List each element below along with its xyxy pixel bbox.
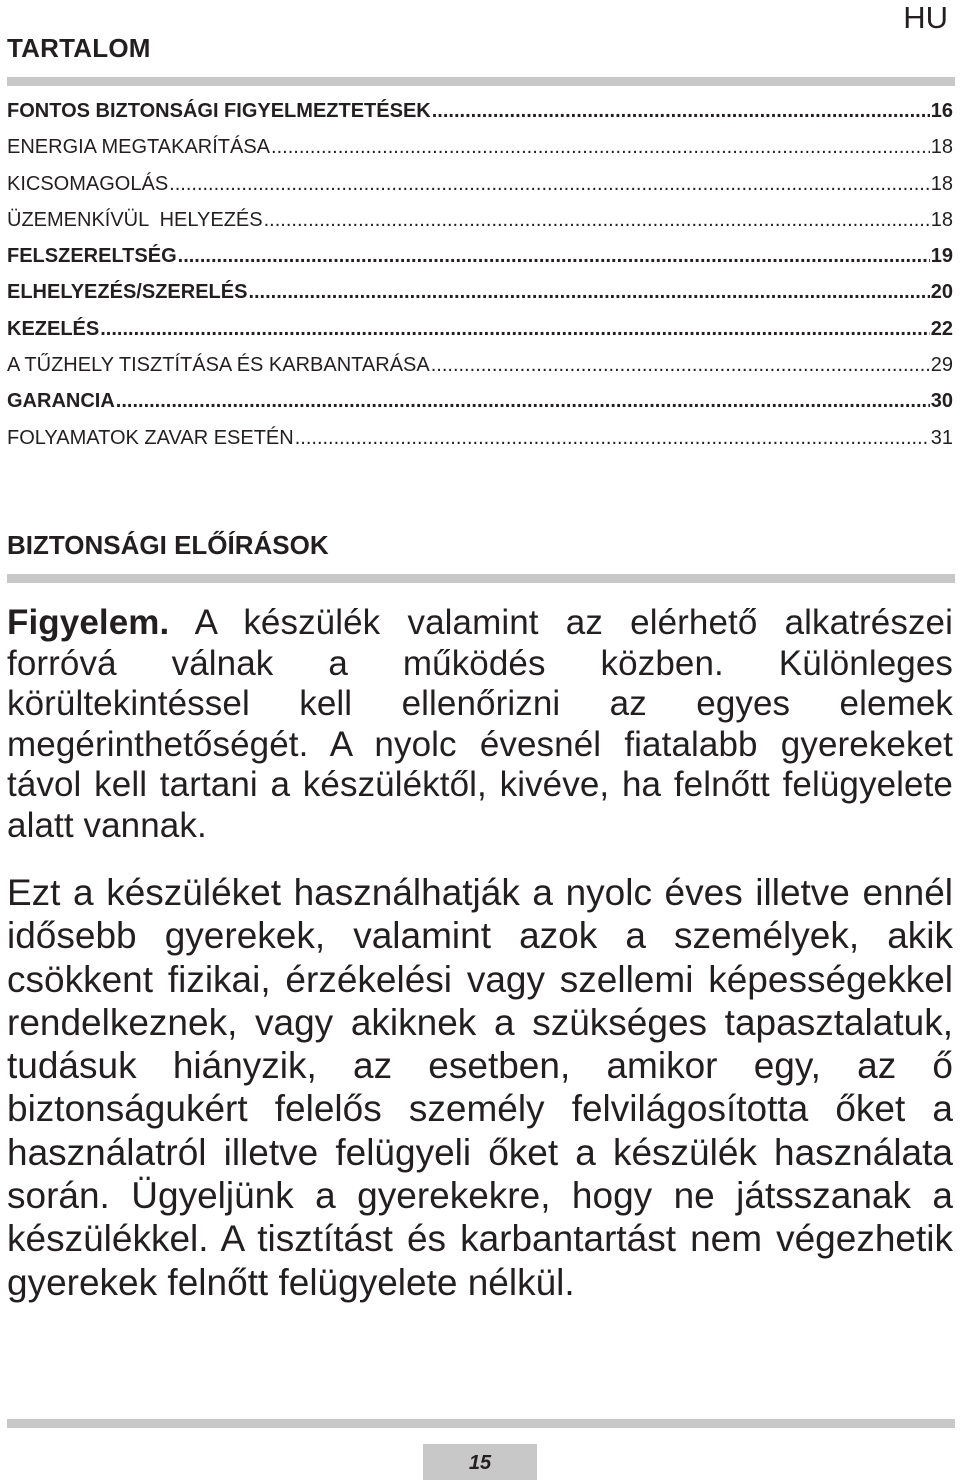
toc-item-page: 16 [930,100,953,122]
toc-item-page: 31 [930,426,953,449]
toc-item-label: ÜZEMENKÍVÜL HELYEZÉS [7,208,263,231]
toc-list [7,100,953,463]
divider [7,574,955,583]
toc-leader-dots [295,427,930,450]
warning-paragraph [7,603,953,847]
page-number: 15 [423,1444,537,1480]
toc-item-label: FONTOS BIZTONSÁGI FIGYELMEZTETÉSEK [7,100,431,122]
toc-item [7,136,953,172]
toc-item [7,318,953,354]
toc-item-label: A TŰZHELY TISZTÍTÁSA ÉS KARBANTARÁSA [7,354,430,377]
toc-item-label: ELHELYEZÉS/SZERELÉS [7,281,248,304]
toc-item-page: 18 [930,172,953,195]
warning-text: A készülék valamint az elérhető alkatrészei forróvá válnak a működés közben. Különleges körültekintéssel kell ellenőrizni az egyes elemek megérinthetőségét. A nyolc évesnél fiatalabb gyerekeket távol kell tartani a készüléktől, kivéve, ha felnőtt felügyelete alatt vannak. [7,603,953,845]
toc-item [7,281,953,317]
toc-item-label: GARANCIA [7,390,115,413]
section-title: BIZTONSÁGI ELŐÍRÁSOK [7,530,329,560]
toc-leader-dots [432,100,930,123]
children-paragraph: Ezt a készüléket használhatják a nyolc éves illetve ennél idősebb gyerekek, valamint azok a személyek, akik csökkent fizikai, érzékelési vagy szellemi képességekkel rendelkeznek, vagy akiknek a szükséges tapasztalatuk, tudásuk hiányzik, az esetben, amikor egy, az ő biztonságukért felelős személy felvilágosította őket a használatról illetve felügyeli őket a készülék használata során. Ügyeljünk a gyerekekre, hogy ne játsszanak a készülékkel. A tisztítást és karbantartást nem végezhetik gyerekek felnőtt felügyelete nélkül. [7,872,953,1303]
toc-leader-dots [431,354,930,377]
toc-title: TARTALOM [7,33,151,63]
toc-item-page: 22 [930,317,953,340]
toc-item [7,209,953,245]
toc-leader-dots [100,318,930,341]
divider [7,77,955,86]
toc-item-page: 29 [930,354,953,377]
language-code: HU [903,0,948,35]
toc-item [7,173,953,209]
toc-item [7,245,953,281]
toc-item-page: 18 [930,208,953,231]
warning-lead: Figyelem. [7,603,170,642]
toc-item [7,354,953,390]
toc-item-page: 30 [930,390,953,413]
toc-item-label: FOLYAMATOK ZAVAR ESETÉN [7,426,294,449]
toc-item-label: FELSZERELTSÉG [7,245,177,268]
toc-leader-dots [116,390,930,413]
toc-leader-dots [178,245,930,268]
toc-item-page: 20 [930,281,953,304]
toc-item [7,427,953,463]
toc-item-page: 19 [930,245,953,268]
toc-leader-dots [169,173,930,196]
toc-item-label: KEZELÉS [7,317,100,340]
toc-leader-dots [248,281,929,304]
toc-item-label: KICSOMAGOLÁS [7,172,169,195]
toc-leader-dots [271,136,930,159]
toc-leader-dots [264,209,930,232]
toc-item [7,100,953,136]
divider [7,1419,955,1428]
toc-item-label: ENERGIA MEGTAKARÍTÁSA [7,136,271,159]
toc-item-page: 18 [930,136,953,159]
toc-item [7,390,953,426]
